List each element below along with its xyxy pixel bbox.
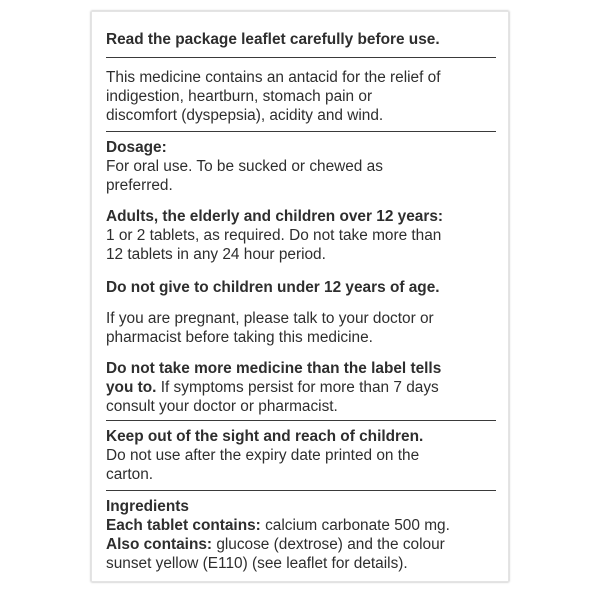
- ingredients-line: sunset yellow (E110) (see leaflet for details).: [106, 555, 408, 572]
- also-contains-label: Also contains:: [106, 536, 213, 553]
- ingredients-line: [106, 535, 496, 554]
- dose-warning-line: Do not take more medicine than the label tells: [106, 360, 442, 377]
- each-tablet-value: calcium carbonate 500 mg.: [260, 517, 450, 534]
- children-warning: Do not give to children under 12 years of age.: [106, 279, 440, 296]
- also-contains-value: glucose (dextrose) and the colour: [212, 536, 445, 553]
- divider: [106, 420, 496, 421]
- intro-line: This medicine contains an antacid for the relief of: [106, 69, 441, 86]
- divider: [106, 57, 496, 58]
- storage-title: Keep out of the sight and reach of children.: [106, 428, 424, 445]
- divider: [106, 490, 496, 491]
- dosage-title: Dosage:: [106, 139, 167, 156]
- adults-section: [106, 207, 496, 264]
- pregnancy-section: [106, 309, 496, 347]
- dosage-line: preferred.: [106, 177, 173, 194]
- dose-warning-line: consult your doctor or pharmacist.: [106, 398, 338, 415]
- ingredients-section: [106, 497, 496, 573]
- dose-warning-rest: If symptoms persist for more than 7 days: [156, 379, 439, 396]
- pregnancy-line: pharmacist before taking this medicine.: [106, 329, 373, 346]
- divider: [106, 131, 496, 132]
- dose-warning-line: [106, 378, 496, 397]
- leaflet-panel: [91, 11, 509, 582]
- intro-section: [106, 68, 496, 125]
- storage-line: Do not use after the expiry date printed on the: [106, 447, 420, 464]
- leaflet-heading: Read the package leaflet carefully before use.: [106, 31, 440, 48]
- intro-line: discomfort (dyspepsia), acidity and wind.: [106, 107, 384, 124]
- adults-title: Adults, the elderly and children over 12 years:: [106, 208, 444, 225]
- pregnancy-line: If you are pregnant, please talk to your doctor or: [106, 310, 434, 327]
- adults-line: 12 tablets in any 24 hour period.: [106, 246, 326, 263]
- dosage-line: For oral use. To be sucked or chewed as: [106, 158, 383, 175]
- storage-line: carton.: [106, 466, 154, 483]
- ingredients-title: Ingredients: [106, 498, 189, 515]
- intro-line: indigestion, heartburn, stomach pain or: [106, 88, 373, 105]
- dosage-section: [106, 138, 496, 195]
- storage-section: [106, 427, 496, 484]
- dose-warning-section: [106, 359, 496, 416]
- adults-line: 1 or 2 tablets, as required. Do not take more than: [106, 227, 442, 244]
- each-tablet-label: Each tablet contains:: [106, 517, 261, 534]
- ingredients-line: [106, 516, 496, 535]
- dose-warning-bold: you to.: [106, 379, 157, 396]
